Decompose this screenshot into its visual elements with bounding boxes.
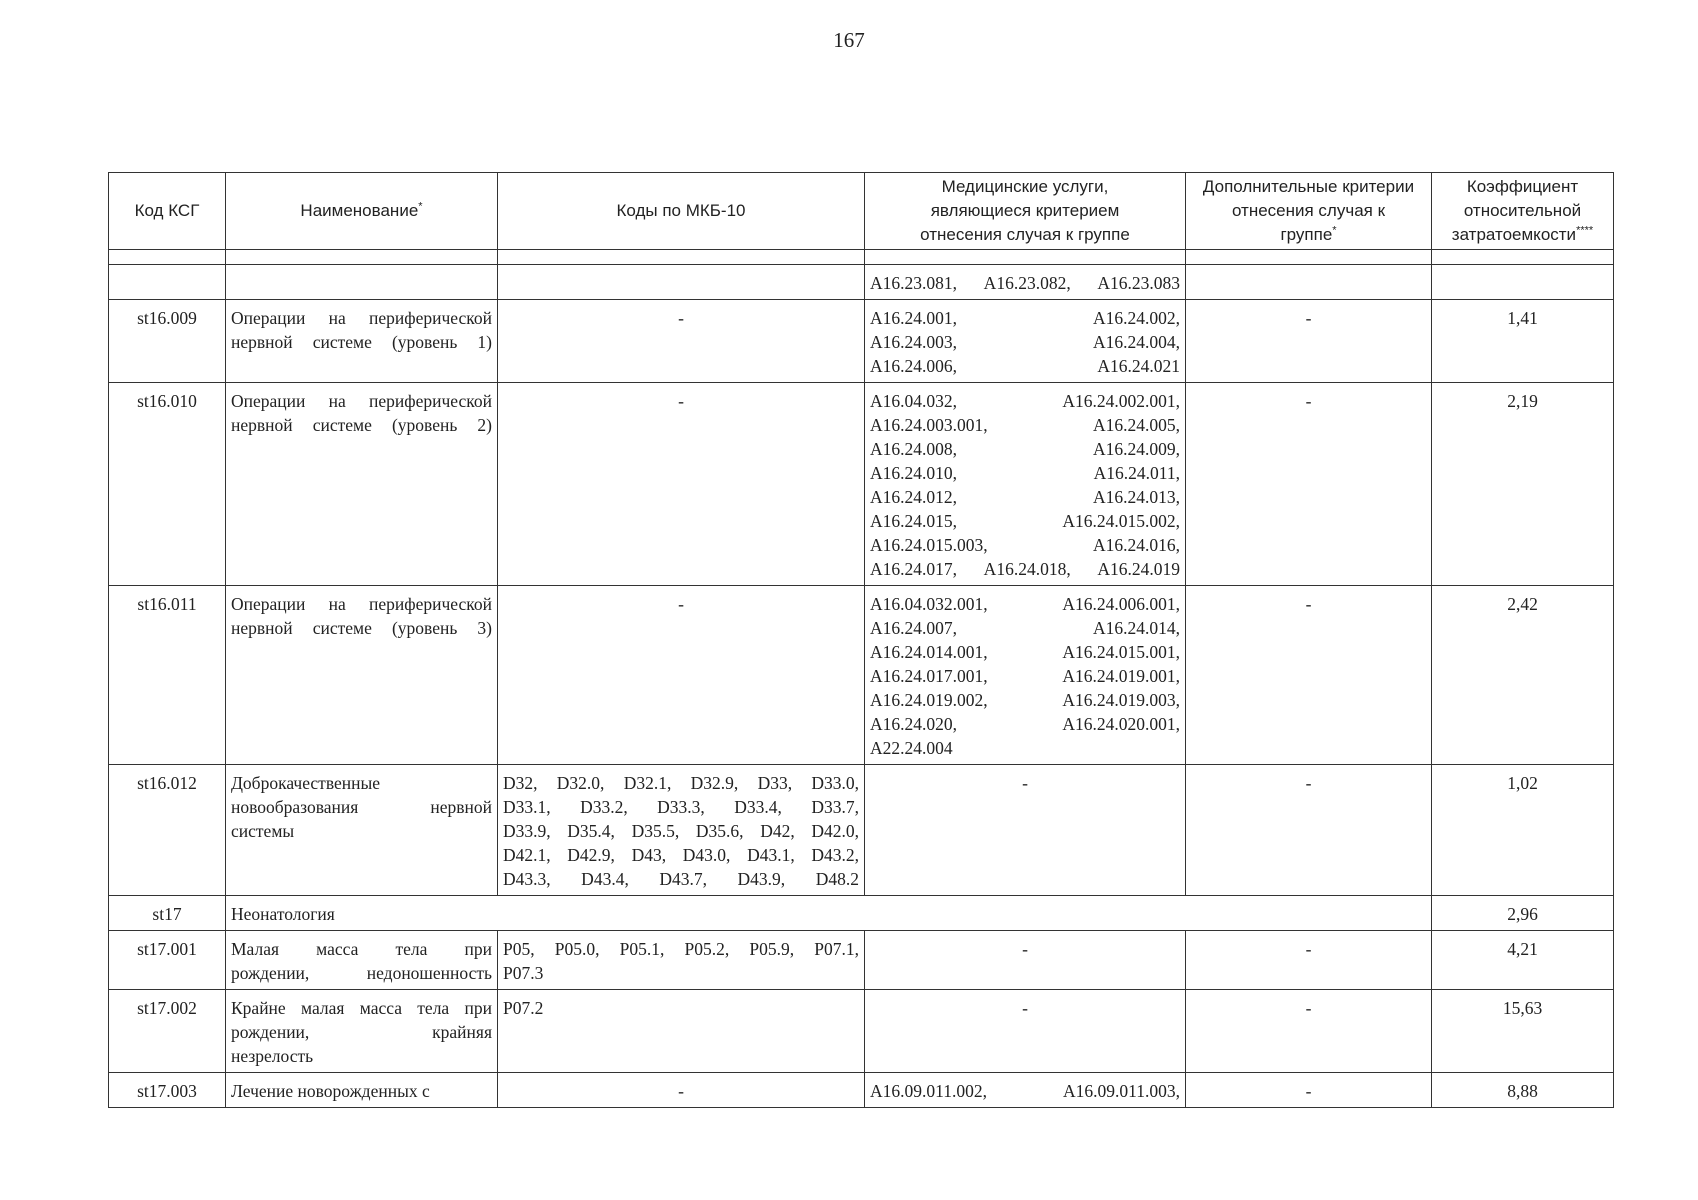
cell-name bbox=[226, 1073, 498, 1108]
cell-services-line: - bbox=[1022, 773, 1028, 793]
cell-code bbox=[109, 265, 226, 300]
cell-name-line: нервной системе (уровень 2) bbox=[231, 415, 492, 435]
cell-mkb bbox=[498, 765, 865, 896]
cell-coefficient: 15,63 bbox=[1432, 990, 1614, 1073]
cell-code: st16.011 bbox=[109, 586, 226, 765]
cell-name-line: Малая масса тела при bbox=[231, 939, 492, 959]
cell-coefficient: 2,42 bbox=[1432, 586, 1614, 765]
cell-extra-criteria: - bbox=[1186, 586, 1432, 765]
cell-services-line: A16.09.011.002, A16.09.011.003, bbox=[870, 1081, 1180, 1101]
cell-name-line: Лечение новорожденных с bbox=[231, 1081, 430, 1101]
header-code: Код КСГ bbox=[109, 173, 226, 250]
cell-services-line: - bbox=[1022, 998, 1028, 1018]
table-row bbox=[109, 1073, 1614, 1108]
table-row bbox=[109, 990, 1614, 1073]
cell-extra-criteria bbox=[1186, 265, 1432, 300]
cell-name-line: Доброкачественные bbox=[231, 773, 380, 793]
cell-services bbox=[865, 586, 1186, 765]
cell-code: st16.010 bbox=[109, 383, 226, 586]
cell-services-line: A16.24.015.003, A16.24.016, bbox=[870, 535, 1180, 555]
cell-mkb: - bbox=[498, 1073, 865, 1108]
cell-name bbox=[226, 586, 498, 765]
table-row bbox=[109, 383, 1614, 586]
cell-section-name: Неонатология bbox=[226, 896, 1432, 931]
cell-mkb: - bbox=[498, 383, 865, 586]
page-number: 167 bbox=[833, 28, 865, 52]
cell-services-line: A16.24.007, A16.24.014, bbox=[870, 618, 1180, 638]
cell-services bbox=[865, 300, 1186, 383]
cell-name bbox=[226, 990, 498, 1073]
cell-name-line: рождении, недоношенность bbox=[231, 963, 492, 983]
cell-coefficient: 2,96 bbox=[1432, 896, 1614, 931]
cell-coefficient bbox=[1432, 265, 1614, 300]
cell-name-line: новообразования нервной bbox=[231, 797, 492, 817]
cell-extra-criteria: - bbox=[1186, 1073, 1432, 1108]
cell-coefficient: 4,21 bbox=[1432, 931, 1614, 990]
cell-services-line: A16.23.081, A16.23.082, A16.23.083 bbox=[870, 273, 1180, 293]
cell-mkb-line: P07.2 bbox=[503, 998, 544, 1018]
cell-extra-criteria: - bbox=[1186, 990, 1432, 1073]
cell-mkb-line: D32, D32.0, D32.1, D32.9, D33, D33.0, bbox=[503, 773, 859, 793]
cell-coefficient: 1,41 bbox=[1432, 300, 1614, 383]
cell-services-line: A16.24.017, A16.24.018, A16.24.019 bbox=[870, 559, 1180, 579]
cell-services-line: A16.04.032, A16.24.002.001, bbox=[870, 391, 1180, 411]
table-row bbox=[109, 765, 1614, 896]
cell-coefficient: 1,02 bbox=[1432, 765, 1614, 896]
cell-services-line: A16.24.017.001, A16.24.019.001, bbox=[870, 666, 1180, 686]
cell-mkb-line: D43.3, D43.4, D43.7, D43.9, D48.2 bbox=[503, 869, 859, 889]
cell-name bbox=[226, 265, 498, 300]
cell-mkb-line: P05, P05.0, P05.1, P05.2, P05.9, P07.1, bbox=[503, 939, 859, 959]
cell-mkb-line: D33.9, D35.4, D35.5, D35.6, D42, D42.0, bbox=[503, 821, 859, 841]
cell-services bbox=[865, 265, 1186, 300]
cell-services-line: A22.24.004 bbox=[870, 738, 953, 758]
cell-services-line: A16.24.001, A16.24.002, bbox=[870, 308, 1180, 328]
cell-services-line: A16.24.003, A16.24.004, bbox=[870, 332, 1180, 352]
cell-services-line: A16.24.006, A16.24.021 bbox=[870, 356, 1180, 376]
cell-services-line: A16.24.010, A16.24.011, bbox=[870, 463, 1180, 483]
cell-extra-criteria: - bbox=[1186, 300, 1432, 383]
cell-name-line: нервной системе (уровень 3) bbox=[231, 618, 492, 638]
cell-name-line: незрелость bbox=[231, 1046, 314, 1066]
cell-code: st17.002 bbox=[109, 990, 226, 1073]
header-row bbox=[109, 173, 1614, 250]
header-extra-criteria: Дополнительные критерии отнесения случая к группе* bbox=[1186, 173, 1432, 250]
cell-mkb-line: P07.3 bbox=[503, 963, 544, 983]
table-row bbox=[109, 896, 1614, 931]
header-coefficient: Коэффициент относительной затратоемкости**** bbox=[1432, 173, 1614, 250]
cell-code: st17.001 bbox=[109, 931, 226, 990]
table-row bbox=[109, 265, 1614, 300]
cell-mkb bbox=[498, 265, 865, 300]
table-row bbox=[109, 586, 1614, 765]
cell-mkb-line: D42.1, D42.9, D43, D43.0, D43.1, D43.2, bbox=[503, 845, 859, 865]
cell-name-line: Крайне малая масса тела при bbox=[231, 998, 492, 1018]
cell-services bbox=[865, 1073, 1186, 1108]
footnote-mark: * bbox=[418, 200, 423, 213]
cell-services-line: A16.24.014.001, A16.24.015.001, bbox=[870, 642, 1180, 662]
cell-name bbox=[226, 300, 498, 383]
cell-name-line: рождении, крайняя bbox=[231, 1022, 492, 1042]
cell-name bbox=[226, 765, 498, 896]
cell-name bbox=[226, 931, 498, 990]
cell-services-line: - bbox=[1022, 939, 1028, 959]
cell-services-line: A16.24.008, A16.24.009, bbox=[870, 439, 1180, 459]
cell-mkb: - bbox=[498, 586, 865, 765]
cell-coefficient: 2,19 bbox=[1432, 383, 1614, 586]
cell-name-line: Операции на периферической bbox=[231, 308, 492, 328]
cell-services bbox=[865, 383, 1186, 586]
cell-mkb: - bbox=[498, 300, 865, 383]
cell-name-line: нервной системе (уровень 1) bbox=[231, 332, 492, 352]
cell-code: st16.009 bbox=[109, 300, 226, 383]
cell-services-line: A16.24.019.002, A16.24.019.003, bbox=[870, 690, 1180, 710]
footnote-mark: * bbox=[1332, 224, 1337, 237]
cell-mkb bbox=[498, 931, 865, 990]
cell-name bbox=[226, 383, 498, 586]
cell-services bbox=[865, 765, 1186, 896]
cell-services-line: A16.24.003.001, A16.24.005, bbox=[870, 415, 1180, 435]
spacer-row bbox=[109, 250, 1614, 265]
header-mkb: Коды по МКБ-10 bbox=[498, 173, 865, 250]
cell-code: st17.003 bbox=[109, 1073, 226, 1108]
cell-services-line: A16.04.032.001, A16.24.006.001, bbox=[870, 594, 1180, 614]
cell-services-line: A16.24.020, A16.24.020.001, bbox=[870, 714, 1180, 734]
cell-services-line: A16.24.015, A16.24.015.002, bbox=[870, 511, 1180, 531]
table-row bbox=[109, 931, 1614, 990]
footnote-mark: **** bbox=[1576, 224, 1594, 237]
cell-name-line: системы bbox=[231, 821, 295, 841]
cell-services bbox=[865, 931, 1186, 990]
cell-code: st16.012 bbox=[109, 765, 226, 896]
cell-extra-criteria: - bbox=[1186, 383, 1432, 586]
cell-code: st17 bbox=[109, 896, 226, 931]
cell-services-line: A16.24.012, A16.24.013, bbox=[870, 487, 1180, 507]
cell-coefficient: 8,88 bbox=[1432, 1073, 1614, 1108]
header-name: Наименование* bbox=[226, 173, 498, 250]
table-row bbox=[109, 300, 1614, 383]
cell-extra-criteria: - bbox=[1186, 765, 1432, 896]
cell-name-line: Операции на периферической bbox=[231, 594, 492, 614]
table-body bbox=[109, 265, 1614, 1108]
cell-extra-criteria: - bbox=[1186, 931, 1432, 990]
cell-name-line: Операции на периферической bbox=[231, 391, 492, 411]
cell-services bbox=[865, 990, 1186, 1073]
cell-mkb-line: D33.1, D33.2, D33.3, D33.4, D33.7, bbox=[503, 797, 859, 817]
ksg-table bbox=[108, 172, 1614, 1108]
header-services: Медицинские услуги, являющиеся критерием отнесения случая к группе bbox=[865, 173, 1186, 250]
cell-mkb bbox=[498, 990, 865, 1073]
